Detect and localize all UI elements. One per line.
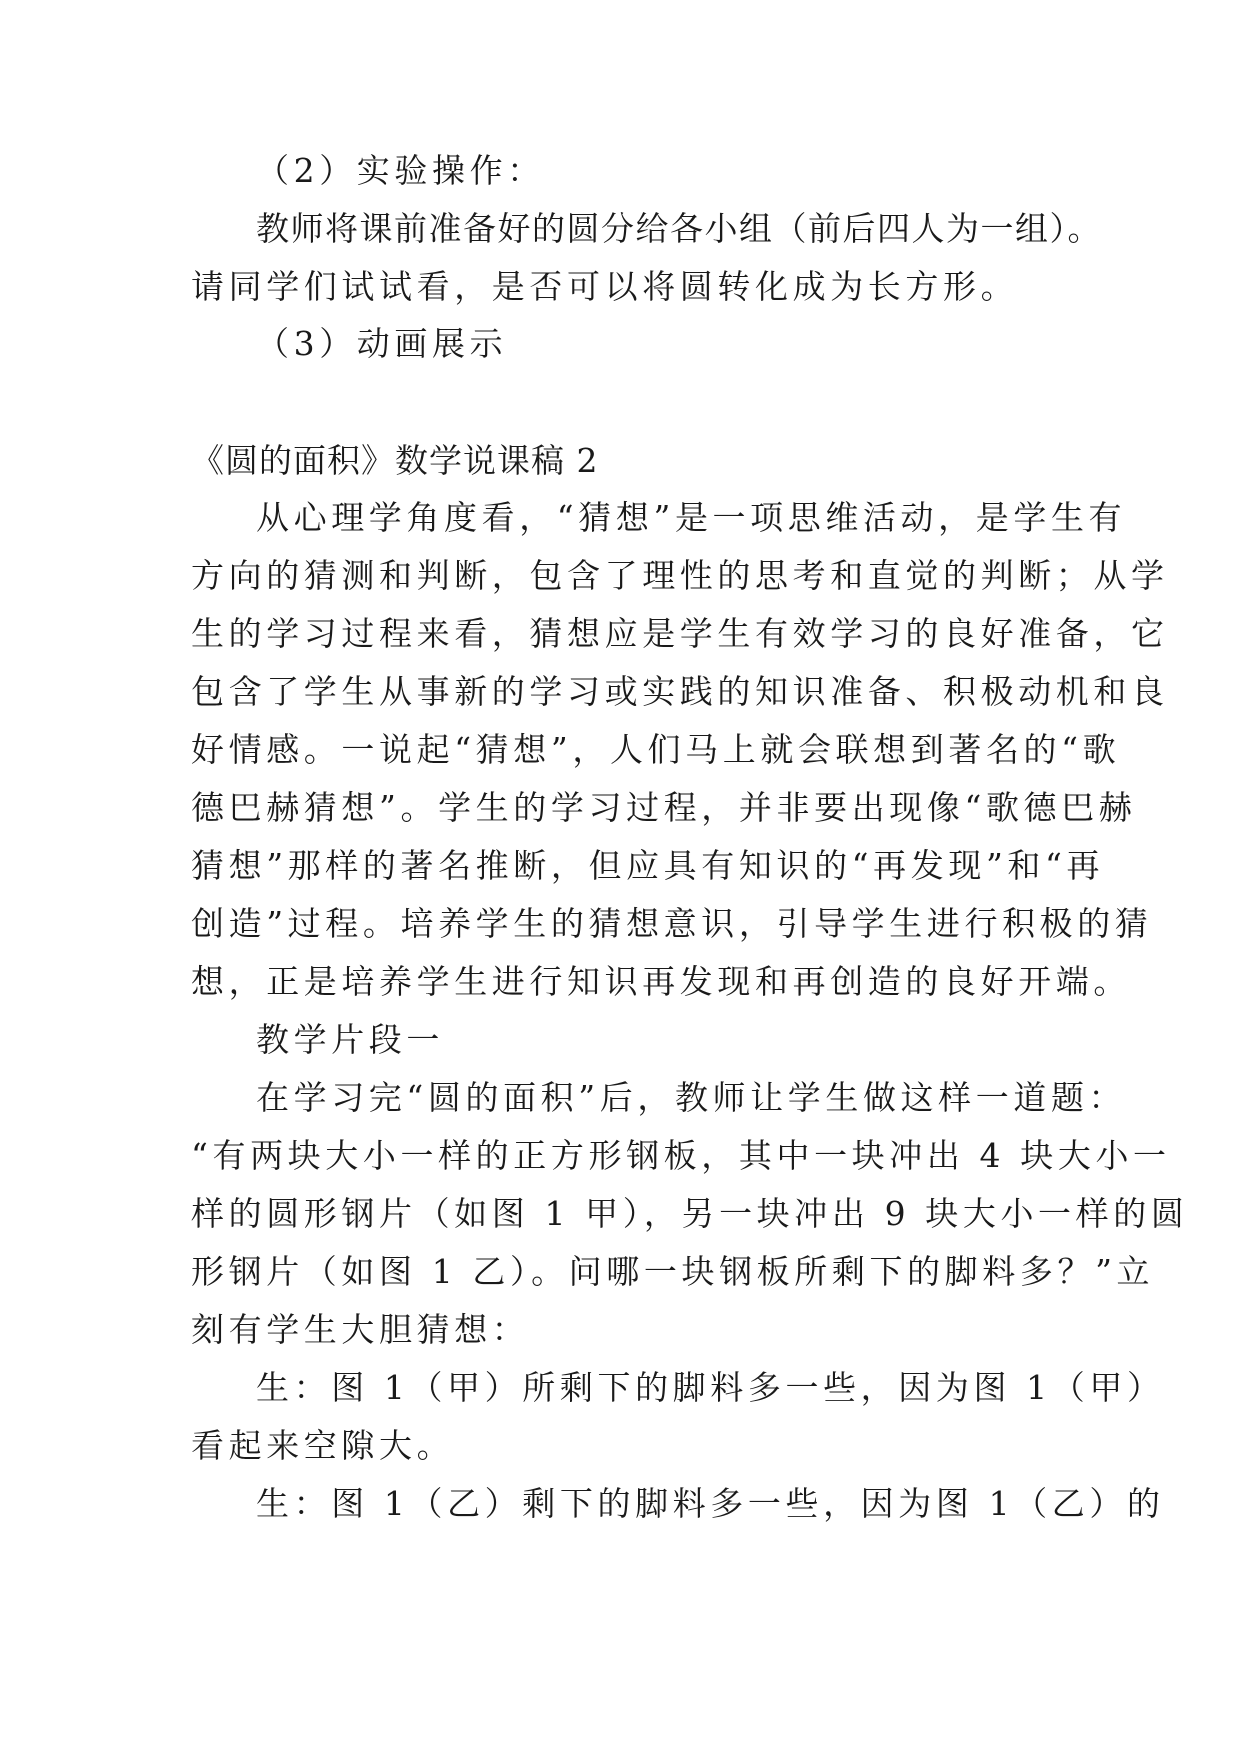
- paragraph-line: 请同学们试试看，是否可以将圆转化成为长方形。: [191, 267, 1019, 306]
- paragraph-line: 在学习完“圆的面积”后，教师让学生做这样一道题：: [256, 1078, 1127, 1117]
- paragraph-line: 创造”过程。培养学生的猜想意识，引导学生进行积极的猜: [191, 904, 1153, 943]
- paragraph-line: 刻有学生大胆猜想：: [191, 1310, 530, 1349]
- paragraph-line: 方向的猜测和判断，包含了理性的思考和直觉的判断；从学: [191, 556, 1169, 595]
- subsection-heading-animation: （3）动画展示: [256, 324, 508, 363]
- paragraph-line: 好情感。一说起“猜想”，人们马上就会联想到著名的“歌: [191, 730, 1121, 769]
- paragraph-line: 生：图 1（乙）剩下的脚料多一些，因为图 1（乙）的: [256, 1484, 1165, 1523]
- subsection-heading-teaching-segment: 教学片段一: [256, 1020, 444, 1059]
- paragraph-line: 样的圆形钢片（如图 1 甲），另一块冲出 9 块大小一样的圆: [191, 1194, 1189, 1233]
- paragraph-line: 包含了学生从事新的学习或实践的知识准备、积极动机和良: [191, 672, 1169, 711]
- section-title: 《圆的面积》数学说课稿 2: [191, 441, 599, 480]
- paragraph-line: 看起来空隙大。: [191, 1426, 455, 1465]
- paragraph-line: 生：图 1（甲）所剩下的脚料多一些，因为图 1（甲）: [256, 1368, 1165, 1407]
- paragraph-line: 德巴赫猜想”。学生的学习过程，并非要出现像“歌德巴赫: [191, 788, 1137, 827]
- paragraph-line: “有两块大小一样的正方形钢板，其中一块冲出 4 块大小一: [191, 1136, 1171, 1175]
- paragraph-line: 从心理学角度看，“猜想”是一项思维活动，是学生有: [256, 498, 1127, 537]
- paragraph-line: 猜想”那样的著名推断，但应具有知识的“再发现”和“再: [191, 846, 1105, 885]
- paragraph-line: 生的学习过程来看，猜想应是学生有效学习的良好准备，它: [191, 614, 1169, 653]
- paragraph-line: 形钢片（如图 1 乙）。问哪一块钢板所剩下的脚料多？”立: [191, 1252, 1155, 1291]
- subsection-heading-experiment: （2）实验操作：: [256, 151, 545, 190]
- paragraph-line: 想，正是培养学生进行知识再发现和再创造的良好开端。: [191, 962, 1131, 1001]
- paragraph-line: 教师将课前准备好的圆分给各小组（前后四人为一组）。: [256, 209, 1102, 248]
